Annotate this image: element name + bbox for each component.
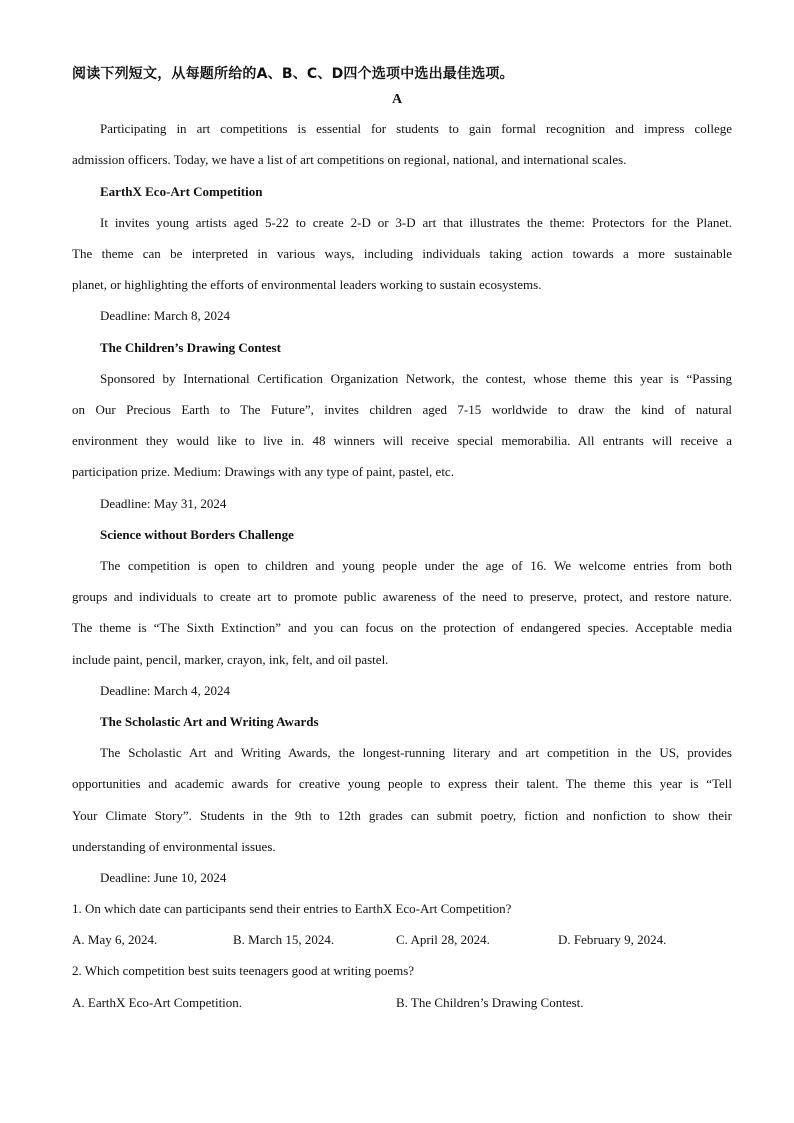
competition-title: Science without Borders Challenge <box>100 527 294 542</box>
section-letter: A <box>391 92 403 107</box>
competition-deadline: Deadline: June 10, 2024 <box>100 870 227 885</box>
answer-option-a[interactable]: A. May 6, 2024. <box>72 932 158 947</box>
intro-line: admission officers. Today, we have a list of art competitions on regional, national, and international scales. <box>72 152 627 167</box>
competition-line: understanding of environmental issues. <box>72 839 276 854</box>
answer-option-b[interactable]: B. The Children’s Drawing Contest. <box>396 995 584 1010</box>
competition-line: Your Climate Story”. Students in the 9th to 12th grades can submit poetry, fiction and nonfiction to show their <box>72 808 732 823</box>
question-stem: 2. Which competition best suits teenagers good at writing poems? <box>72 963 415 978</box>
competition-line: The Scholastic Art and Writing Awards, the longest-running literary and art competition in the US, provides <box>100 745 732 760</box>
competition-deadline: Deadline: March 4, 2024 <box>100 683 230 698</box>
answer-option-a[interactable]: A. EarthX Eco-Art Competition. <box>72 995 243 1010</box>
competition-deadline: Deadline: March 8, 2024 <box>100 308 230 323</box>
competition-line: participation prize. Medium: Drawings with any type of paint, pastel, etc. <box>72 464 454 479</box>
reading-instruction: 阅读下列短文，从每题所给的A、B、C、D四个选项中选出最佳选项。 <box>72 66 514 82</box>
answer-option-c[interactable]: C. April 28, 2024. <box>396 932 490 947</box>
competition-line: on Our Precious Earth to The Future”, invites children aged 7-15 worldwide to draw the kind of natural <box>72 402 732 417</box>
competition-title: EarthX Eco-Art Competition <box>100 184 263 199</box>
competition-title: The Scholastic Art and Writing Awards <box>100 714 319 729</box>
competition-title: The Children’s Drawing Contest <box>100 340 281 355</box>
competition-line: It invites young artists aged 5-22 to create 2-D or 3-D art that illustrates the theme: Protectors for the Planet. <box>100 215 732 230</box>
competition-line: The theme is “The Sixth Extinction” and you can focus on the protection of endangered species. Acceptable media <box>72 620 732 635</box>
competition-line: The competition is open to children and young people under the age of 16. We welcome entries from both <box>100 558 732 573</box>
competition-line: The theme can be interpreted in various ways, including individuals taking action towards a more sustainable <box>72 246 732 261</box>
competition-line: Sponsored by International Certification Organization Network, the contest, whose theme this year is “Passing <box>100 371 732 386</box>
question-stem: 1. On which date can participants send their entries to EarthX Eco-Art Competition? <box>72 901 512 916</box>
answer-option-b[interactable]: B. March 15, 2024. <box>233 932 335 947</box>
competition-line: opportunities and academic awards for creative young people to express their talent. The theme this year is “Tell <box>72 776 732 791</box>
answer-option-d[interactable]: D. February 9, 2024. <box>558 932 667 947</box>
competition-line: include paint, pencil, marker, crayon, ink, felt, and oil pastel. <box>72 652 389 667</box>
competition-line: planet, or highlighting the efforts of environmental leaders working to sustain ecosystems. <box>72 277 542 292</box>
intro-line: Participating in art competitions is essential for students to gain formal recognition and impress college <box>100 121 732 136</box>
competition-line: groups and individuals to create art to promote public awareness of the need to preserve, protect, and restore nature. <box>72 589 732 604</box>
competition-deadline: Deadline: May 31, 2024 <box>100 496 227 511</box>
competition-line: environment they would like to live in. 48 winners will receive special memorabilia. All entrants will receive a <box>72 433 732 448</box>
